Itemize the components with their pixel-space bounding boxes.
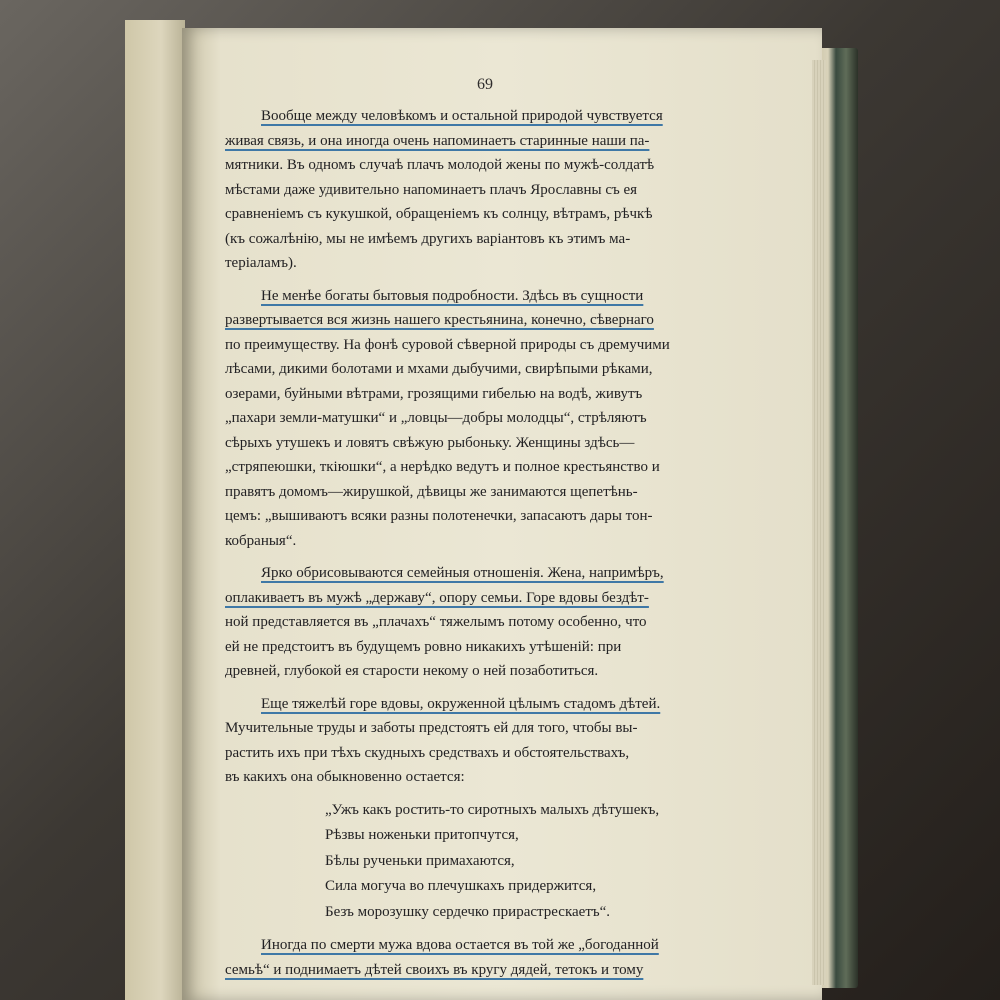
text-line: сѣрыхъ утушекъ и ловятъ свѣжую рыбоньку. Женщины здѣсь— — [225, 434, 635, 451]
left-page-edge — [125, 20, 185, 1000]
text-line: Не менѣе богаты бытовыя подробности. Здѣсь въ сущности — [261, 287, 644, 304]
paragraph-1 — [225, 104, 760, 276]
verse-line: Рѣзвы ноженьки притопчутся, — [325, 827, 519, 843]
text-line: теріаламъ). — [225, 255, 297, 271]
text-line: по преимуществу. На фонѣ суровой сѣверной природы съ дремучими — [225, 336, 670, 353]
text-line: Мучительные труды и заботы предстоятъ ей для того, чтобы вы- — [225, 720, 638, 736]
text-line: семьѣ“ и поднимаетъ дѣтей своихъ въ кругу дядей, тетокъ и тому — [225, 961, 644, 978]
text-line: (къ сожалѣнію, мы не имѣемъ другихъ варіантовъ къ этимъ ма- — [225, 230, 631, 247]
verse-quotation — [225, 798, 760, 926]
text-line: оплакиваетъ въ мужѣ „державу“, опору семьи. Горе вдовы бездѣт- — [225, 589, 649, 606]
text-line: мѣстами даже удивительно напоминаетъ плачъ Ярославны съ ея — [225, 181, 638, 198]
text-line: мятники. Въ одномъ случаѣ плачъ молодой жены по мужѣ-солдатѣ — [225, 157, 655, 173]
paragraph-2 — [225, 284, 760, 554]
paragraph-3 — [225, 561, 760, 684]
verse-line: Безъ морозушку сердечко прирастрескаетъ“. — [325, 903, 611, 920]
verse-line: „Ужъ какъ ростить-то сиротныхъ малыхъ дѣтушекъ, — [325, 801, 660, 818]
text-line: „пахари земли-матушки“ и „ловцы—добры молодцы“, стрѣляютъ — [225, 410, 647, 426]
text-line: растить ихъ при тѣхъ скудныхъ средствахъ и обстоятельствахъ, — [225, 744, 630, 761]
verse-line: Сила могуча во плечушкахъ придержится, — [325, 878, 597, 894]
text-line: ной представляется въ „плачахъ“ тяжелымъ потому особенно, что — [225, 614, 647, 630]
page-number: 69 — [477, 76, 493, 93]
text-line: „стряпеюшки, ткіюшки“, а нерѣдко ведутъ и полное крестьянство и — [225, 459, 660, 475]
text-line: лѣсами, дикими болотами и мхами дыбучими, свирѣпыми рѣками, — [225, 361, 653, 377]
text-line: сравненіемъ съ кукушкой, обращеніемъ къ солнцу, вѣтрамъ, рѣчкѣ — [225, 206, 653, 222]
text-line: Иногда по смерти мужа вдова остается въ той же „богоданной — [261, 937, 659, 953]
verse-line: Бѣлы рученьки примахаются, — [325, 852, 515, 869]
text-line: правятъ домомъ—жирушкой, дѣвицы же занимаются щепетѣнь- — [225, 483, 638, 500]
text-line: озерами, буйными вѣтрами, грозящими гибелью на водѣ, живутъ — [225, 385, 643, 402]
text-line: древней, глубокой ея старости некому о ней позаботиться. — [225, 663, 599, 679]
paragraph-5 — [225, 933, 760, 982]
text-line: кобраныя“. — [225, 532, 297, 549]
text-line: развертывается вся жизнь нашего крестьянина, конечно, сѣвернаго — [225, 312, 654, 328]
text-line: ей не предстоитъ въ будущемъ ровно никакихъ утѣшеній: при — [225, 638, 622, 655]
page-stack-edges — [812, 60, 826, 985]
text-line: Вообще между человѣкомъ и остальной природой чувствуется — [261, 108, 663, 124]
text-line: цемъ: „вышиваютъ всяки разны полотенечки, запасаютъ дары тон- — [225, 508, 653, 524]
text-line: Ярко обрисовываются семейныя отношенія. Жена, напримѣръ, — [261, 565, 664, 581]
text-line: живая связь, и она иногда очень напоминаетъ старинные наши па- — [225, 132, 650, 149]
page-text — [225, 104, 760, 990]
text-line: Еще тяжелѣй горе вдовы, окруженной цѣлымъ стадомъ дѣтей. — [261, 695, 661, 712]
paragraph-4 — [225, 692, 760, 790]
text-line: въ какихъ она обыкновенно остается: — [225, 769, 465, 785]
